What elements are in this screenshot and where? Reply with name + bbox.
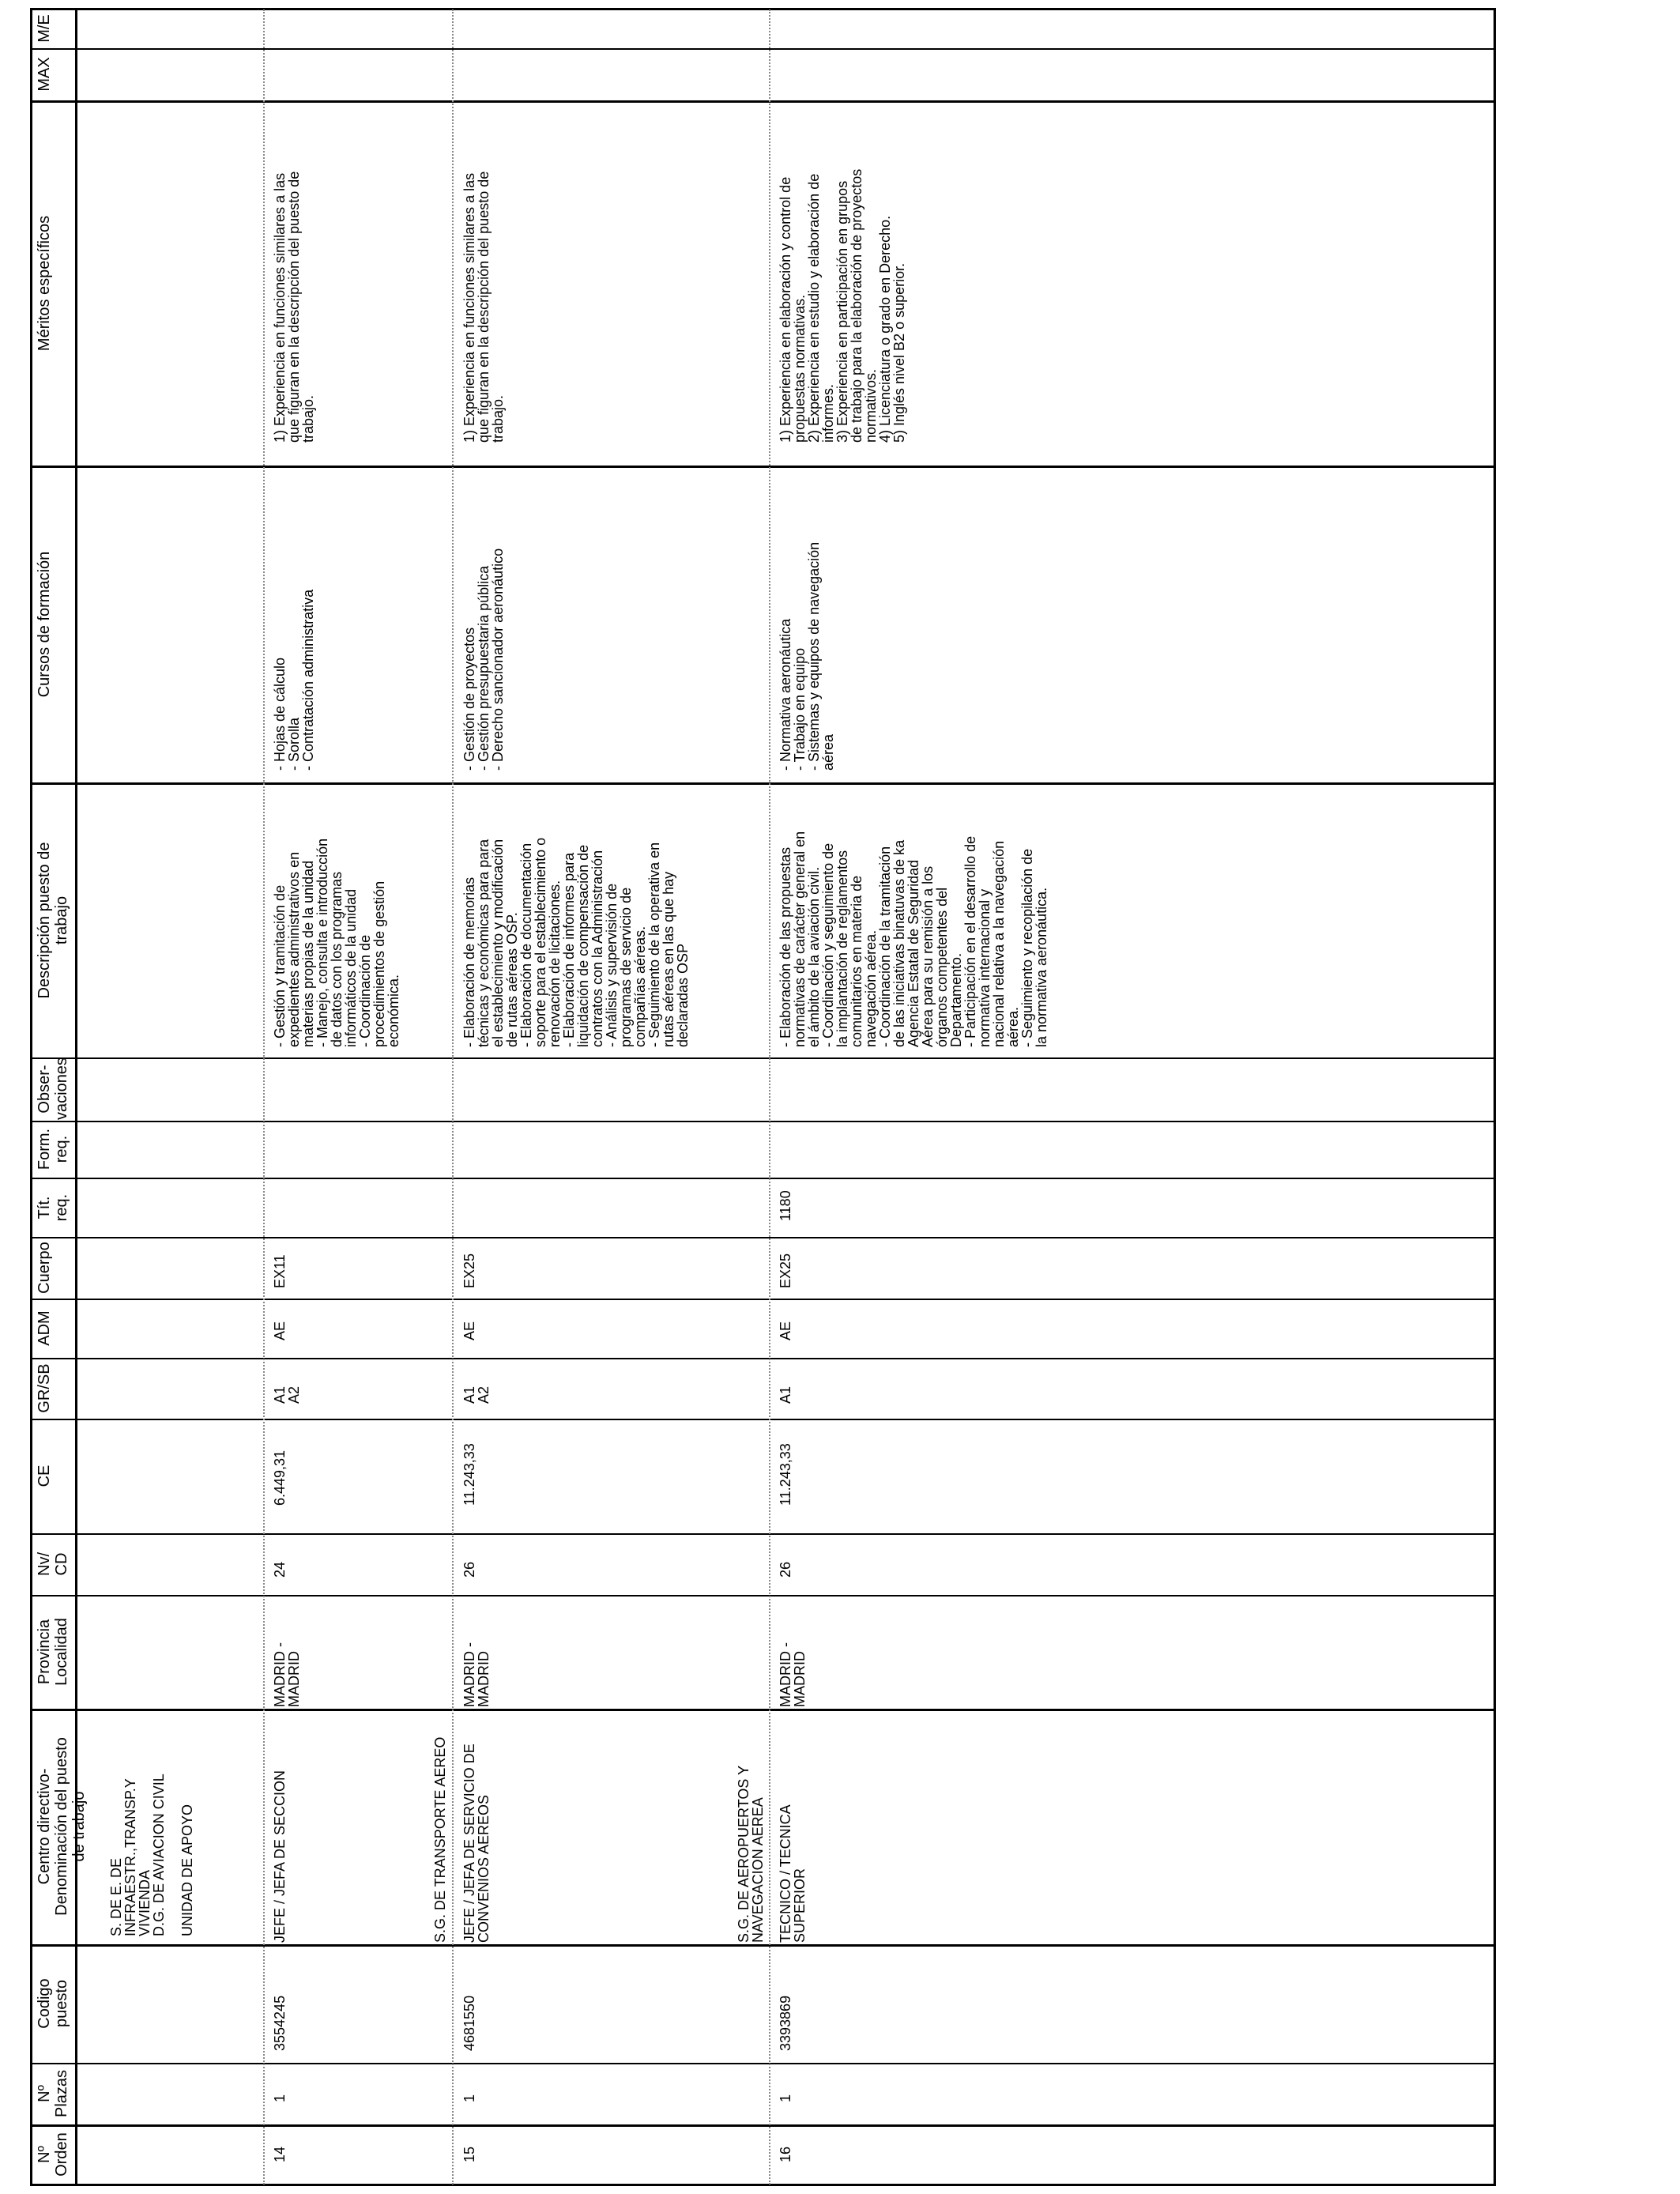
divider-centro-codigo	[30, 1944, 1496, 1947]
row-separator-15	[452, 9, 454, 2185]
cell-descripcion: - Elaboración de las propuestas normativas de carácter general en el ámbito de la aviación civil. - Coordinación y seguimiento de la implantación de reglamentos comunitarios en materia de navegación aérea. - Coordinación de la tramitación de las iniciativas binatuvas de ka Agencia Estatal de Seguridad Aérea para su remisión a los órganos competentes del Departamento. - Participación en el desarrollo de normativa internacional y nacional relativa a la navegación aérea. - Seguimiento y recopilación de la normativa aeronáutica.	[778, 831, 1049, 1047]
header-provincia: Provincia Localidad	[36, 1618, 70, 1686]
divider-cursos-descripcion	[30, 782, 1496, 785]
cell-cursos: - Hojas de cálculo - Sorolla - Contratación administrativa	[272, 589, 316, 771]
header-tit-req: Tít. req.	[36, 1193, 70, 1222]
cell-cuerpo: EX11	[272, 1254, 288, 1288]
cell-adm: AE	[272, 1321, 288, 1340]
cell-plazas: 1	[272, 2094, 288, 2102]
divider-max-meritos	[30, 100, 1496, 103]
header-descripcion: Descripción puesto de trabajo	[36, 842, 70, 999]
divider-provincia-centro	[30, 1709, 1496, 1711]
cell-orden: 16	[778, 2146, 793, 2162]
cell-provincia: MADRID - MADRID	[461, 1642, 492, 1707]
header-max: MAX	[36, 57, 53, 92]
table-border-right	[1494, 8, 1496, 2185]
header-observaciones: Obser- vaciones	[36, 1057, 70, 1120]
table-border-top	[30, 8, 1496, 10]
subunit-heading: S.G. DE AEROPUERTOS Y NAVEGACION AEREA	[736, 1765, 766, 1943]
cell-nivel: 26	[778, 1561, 793, 1578]
header-meritos: Méritos específicos	[36, 215, 53, 352]
divider-ce-nivel	[30, 1533, 1496, 1535]
unit-direccion-general: D.G. DE AVIACION CIVIL	[151, 1774, 167, 1936]
header-cuerpo: Cuerpo	[36, 1242, 53, 1294]
divider-me-max	[30, 48, 1496, 50]
header-me: M/E	[36, 14, 53, 43]
cell-descripcion: - Gestión y tramitación de expedientes administrativos en materias propias de la unidad - Manejo, consulta e introducción de datos con los programas informáticos de la unidad - Coordinación de procedimientos de gestión económica.	[272, 838, 401, 1047]
cell-orden: 14	[272, 2146, 288, 2162]
divider-adm-grupo	[30, 1358, 1496, 1359]
cell-meritos: 1) Experiencia en funciones similares a las que figuran en la descripción del puesto de trabajo.	[272, 171, 316, 443]
divider-form-tit	[30, 1178, 1496, 1179]
header-plazas: Nº Plazas	[36, 2069, 70, 2118]
cell-meritos: 1) Experiencia en funciones similares a las que figuran en la descripción del puesto de trabajo.	[461, 171, 506, 443]
divider-grupo-ce	[30, 1419, 1496, 1420]
divider-tit-cuerpo	[30, 1237, 1496, 1238]
row-separator-16	[769, 9, 770, 2185]
header-form-req: Form. req.	[36, 1128, 70, 1171]
unit-unidad-apoyo: UNIDAD DE APOYO	[179, 1804, 195, 1936]
cell-ce: 11.243,33	[778, 1443, 793, 1506]
cell-cursos: - Gestión de proyectos - Gestión presupuestaria pública - Derecho sancionador aeronáutico	[461, 548, 506, 771]
header-grupo: GR/SB	[36, 1363, 53, 1413]
divider-descripcion-obs	[30, 1057, 1496, 1059]
header-orden: Nº Orden	[36, 2132, 70, 2177]
cell-provincia: MADRID - MADRID	[778, 1642, 808, 1707]
cell-plazas: 1	[778, 2094, 793, 2102]
cell-adm: AE	[778, 1321, 793, 1340]
cell-adm: AE	[461, 1321, 477, 1340]
divider-cuerpo-adm	[30, 1299, 1496, 1300]
cell-nivel: 26	[461, 1561, 477, 1578]
cell-ce: 11.243,33	[461, 1443, 477, 1506]
divider-obs-form	[30, 1121, 1496, 1122]
header-codigo: Codigo puesto	[36, 1978, 70, 2029]
cell-ce: 6.449,31	[272, 1449, 288, 1506]
cell-plazas: 1	[461, 2094, 477, 2102]
header-ce: CE	[36, 1465, 53, 1487]
cell-cursos: - Normativa aeronáutica - Trabajo en equipo - Sistemas y equipos de navegación aérea	[778, 541, 836, 771]
subunit-heading: S.G. DE TRANSPORTE AEREO	[432, 1736, 448, 1943]
header-cursos: Cursos de formación	[36, 551, 53, 698]
header-centro: Centro directivo- Denominación del puesto de trabajo	[36, 1737, 88, 1916]
cell-codigo: 3554245	[272, 1995, 288, 2051]
cell-grupo: A1 A2	[272, 1385, 302, 1404]
divider-meritos-cursos	[30, 466, 1496, 468]
cell-grupo: A1 A2	[461, 1385, 492, 1404]
row-separator-14	[263, 9, 265, 2185]
cell-denominacion: JEFE / JEFA DE SECCION	[272, 1770, 288, 1943]
table-border-left	[30, 8, 32, 2185]
table-border-bottom	[30, 2184, 1496, 2186]
cell-codigo: 3393869	[778, 1995, 793, 2051]
divider-codigo-plazas	[30, 2063, 1496, 2064]
cell-denominacion: TECNICO / TECNICA SUPERIOR	[778, 1804, 808, 1943]
cell-orden: 15	[461, 2146, 477, 2162]
cell-cuerpo: EX25	[461, 1253, 477, 1288]
cell-nivel: 24	[272, 1561, 288, 1578]
cell-tit: 1180	[778, 1190, 793, 1221]
unit-secretaria: S. DE E. DE INFRAESTR.,TRANSP.Y VIVIENDA	[108, 1778, 153, 1936]
divider-plazas-orden	[30, 2124, 1496, 2127]
cell-meritos: 1) Experiencia en elaboración y control de propuestas normativas. 2) Experiencia en estudio y elaboración de informes. 3) Experiencia en participación en grupos de trabajo para la elaboración de proyectos normativos. 4) Licenciatura o grado en Derecho. 5) Inglés nivel B2 o superior.	[778, 168, 907, 443]
header-nivel: Nv/ CD	[36, 1552, 70, 1576]
cell-grupo: A1	[778, 1385, 793, 1404]
cell-denominacion: JEFE / JEFA DE SERVICIO DE CONVENIOS AEREOS	[461, 1744, 492, 1943]
cell-descripcion: - Elaboración de memorias técnicas y económicas para para el establecimiento y modificación de rutas aéreas OSP. - Elaboración de documentación soporte para el establecimiento o renovación de licitaciones. - Elaboración de informes para liquidación de compensación de contratos con la Administración - Análisis y supervisión de programas de servicio de compañías aéreas. - Seguimiento de la operativa en rutas aéreas en las que hay declaradas OSP	[461, 837, 691, 1047]
divider-nivel-provincia	[30, 1595, 1496, 1596]
header-adm: ADM	[36, 1310, 53, 1346]
cell-codigo: 4681550	[461, 1995, 477, 2051]
cell-cuerpo: EX25	[778, 1253, 793, 1288]
cell-provincia: MADRID - MADRID	[272, 1642, 302, 1707]
